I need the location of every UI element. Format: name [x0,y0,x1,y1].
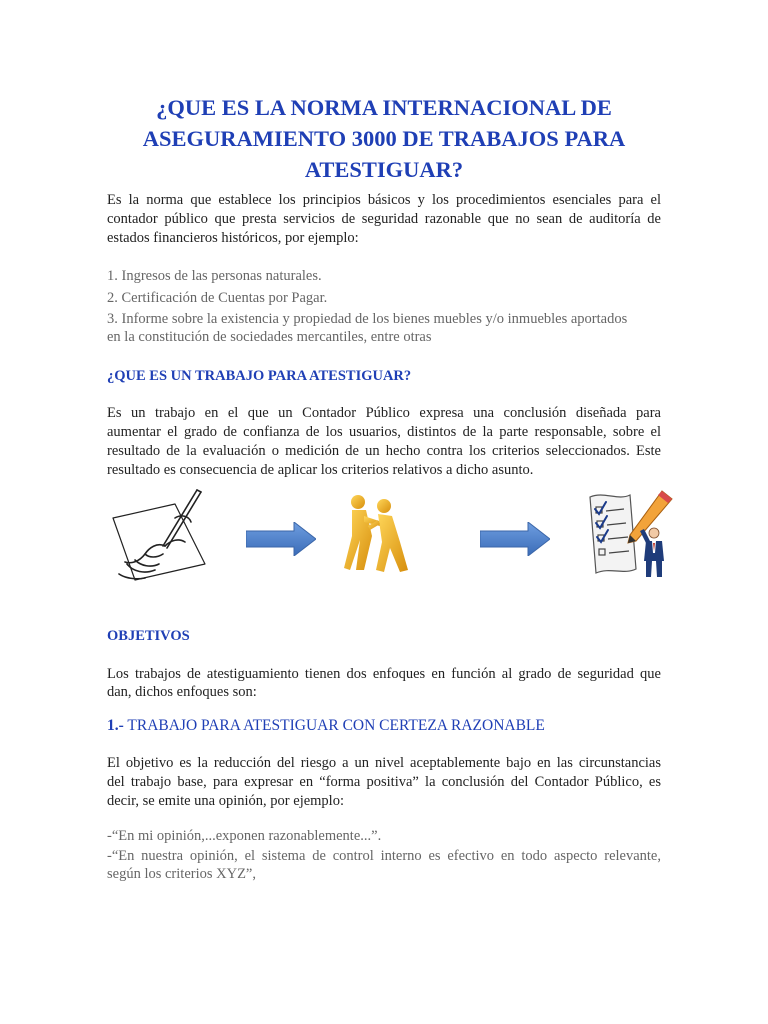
certeza-line: del trabajo base, para expresar en “forma positiva” la conclusión del Contador Público, es [107,774,661,790]
objetivos-line: Los trabajos de atestiguamiento tienen dos enfoques en función al grado de seguridad que [107,666,661,682]
arrow-right-icon [480,522,550,556]
list-item: 3. Informe sobre la existencia y propiedad de los bienes muebles y/o inmuebles aportados [107,311,628,327]
quote-line: -“En nuestra opinión, el sistema de control interno es efectivo en todo aspecto relevante, [107,848,661,864]
quote-line: -“En mi opinión,...exponen razonablemente...”. [107,828,382,844]
list-item: en la constitución de sociedades mercantiles, entre otras [107,329,432,345]
page-title: ¿QUE ES LA NORMA INTERNACIONAL DE ASEGURAMIENTO 3000 DE TRABAJOS PARA ATESTIGUAR? [142,95,626,182]
heading-number: 1.- [107,717,124,734]
certeza-line: decir, se emite una opinión, por ejemplo: [107,793,344,809]
arrow-right-icon [246,522,316,556]
section-heading-objetivos: OBJETIVOS [107,628,190,644]
trabajo-line: resultado es consecuencia de aplicar los criterios relativos a dicho asunto. [107,462,534,478]
intro-line: contador público que presta servicios de seguridad razonable que no sean de auditoría de [107,211,661,227]
trabajo-line: Es un trabajo en el que un Contador Público expresa una conclusión diseñada para [107,405,661,421]
intro-line: Es la norma que establece los principios básicos y los procedimientos esenciales para el [107,192,661,208]
certeza-line: El objetivo es la reducción del riesgo a un nivel aceptablemente bajo en las circunstancias [107,755,661,771]
objetivos-line: dan, dichos enfoques son: [107,684,257,700]
trabajo-line: aumentar el grado de confianza de los usuarios, distintos de la parte responsable, sobre el [107,424,661,440]
hand-writing-icon [105,484,215,584]
list-item: 1. Ingresos de las personas naturales. [107,268,322,284]
trabajo-line: resultado de la evaluación o medición de un hecho contra los criterios seleccionados. Este [107,443,661,459]
section-heading-trabajo: ¿QUE ES UN TRABAJO PARA ATESTIGUAR? [107,368,412,384]
intro-line: estados financieros históricos, por ejemplo: [107,230,359,246]
list-item: 2. Certificación de Cuentas por Pagar. [107,290,328,306]
heading-text: TRABAJO PARA ATESTIGUAR CON CERTEZA RAZONABLE [123,717,545,734]
quote-line: según los criterios XYZ”, [107,866,256,882]
checklist-pencil-icon [584,487,676,579]
figures-pushing-icon [342,492,412,574]
section-heading-certeza [107,716,545,736]
